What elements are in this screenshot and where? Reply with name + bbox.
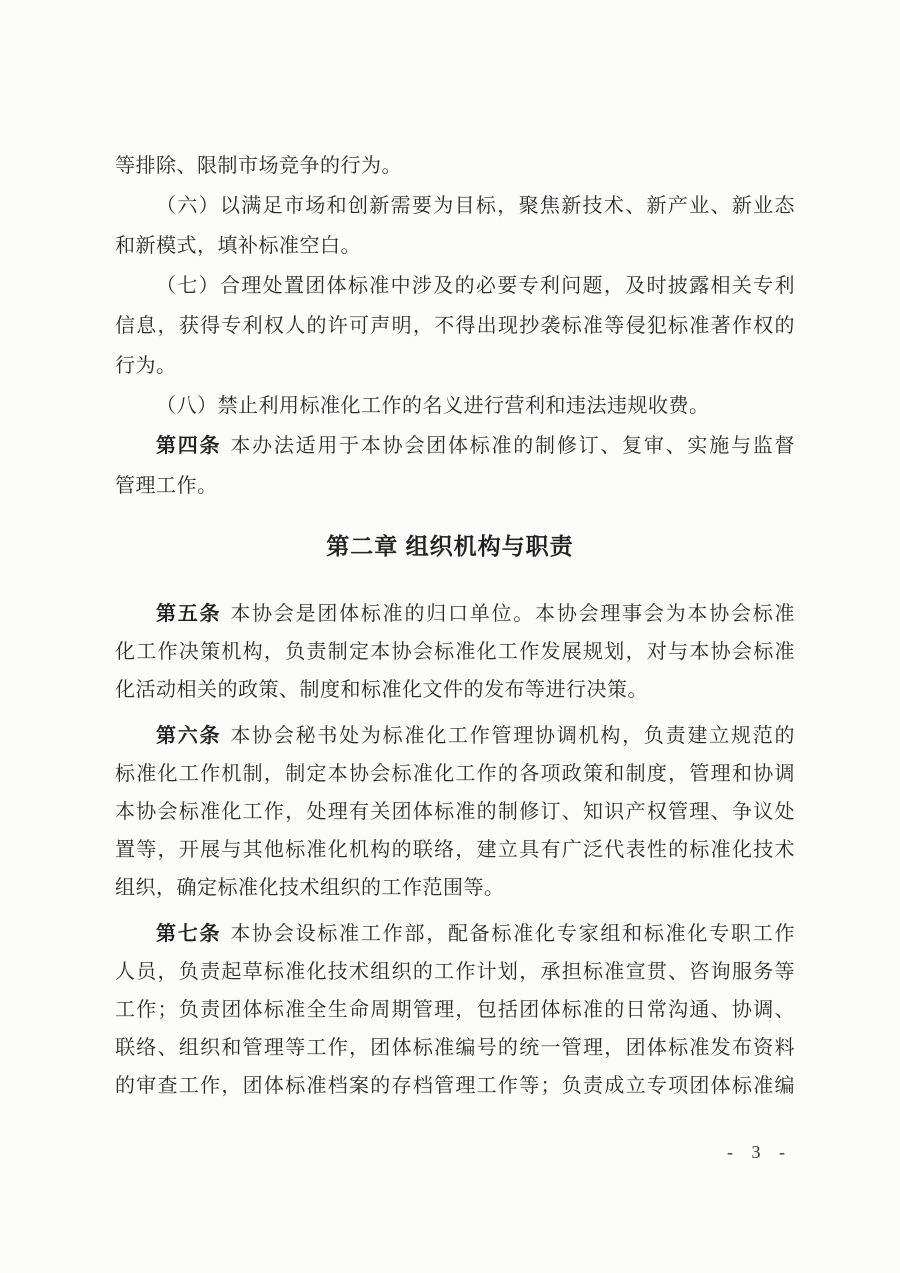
text-line: 置等，开展与其他标准化机构的联络，建立具有广泛代表性的标准化技术 <box>115 839 795 861</box>
text-line: 本协会标准化工作，处理有关团体标准的制修订、知识产权管理、争议处 <box>115 801 795 823</box>
paragraph <box>115 426 795 506</box>
article-number-label: 第六条 <box>156 725 222 747</box>
text-line: 行为。 <box>115 355 177 377</box>
text-line: 和新模式，填补标准空白。 <box>115 235 361 257</box>
paragraph <box>115 186 795 266</box>
text-line: 组织，确定标准化技术组织的工作范围等。 <box>115 877 505 899</box>
text-line: （六）以满足市场和创新需要为目标，聚焦新技术、新产业、新业态 <box>156 195 795 217</box>
paragraph <box>115 717 795 907</box>
text-line: 管理工作。 <box>115 475 218 497</box>
text-line: 第六条 本协会秘书处为标准化工作管理协调机构，负责建立规范的 <box>156 725 795 747</box>
text-line: 人员，负责起草标准化技术组织的工作计划，承担标准宣贯、咨询服务等 <box>115 961 795 983</box>
text-line: （八）禁止利用标准化工作的名义进行营利和违法违规收费。 <box>156 395 710 417</box>
text-line: 第五条 本协会是团体标准的归口单位。本协会理事会为本协会标准 <box>156 603 795 625</box>
article-number-label: 第七条 <box>156 923 222 945</box>
paragraph <box>115 386 795 426</box>
paragraph <box>115 915 795 1105</box>
article-number-label: 第四条 <box>156 435 222 457</box>
body-text-lower <box>115 595 795 1105</box>
text-line: 第四条 本办法适用于本协会团体标准的制修订、复审、实施与监督 <box>156 435 795 457</box>
text-line: 的审查工作，团体标准档案的存档管理工作等；负责成立专项团体标准编 <box>115 1075 795 1097</box>
paragraph <box>115 595 795 709</box>
text-line: 化工作决策机构，负责制定本协会标准化工作发展规划，对与本协会标准 <box>115 641 795 663</box>
paragraph <box>115 266 795 386</box>
page-number: - 3 - <box>727 1142 792 1162</box>
paragraph <box>115 146 795 186</box>
chapter-heading: 第二章 组织机构与职责 <box>326 533 574 559</box>
text-line: 信息，获得专利权人的许可声明，不得出现抄袭标准等侵犯标准著作权的 <box>115 315 795 337</box>
text-line: 标准化工作机制，制定本协会标准化工作的各项政策和制度，管理和协调 <box>115 763 795 785</box>
text-line: 化活动相关的政策、制度和标准化文件的发布等进行决策。 <box>115 679 648 701</box>
article-number-label: 第五条 <box>156 603 222 625</box>
text-line: 联络、组织和管理等工作，团体标准编号的统一管理，团体标准发布资料 <box>115 1037 795 1059</box>
text-line: 工作；负责团体标准全生命周期管理，包括团体标准的日常沟通、协调、 <box>115 999 795 1021</box>
text-line: 第七条 本协会设标准工作部，配备标准化专家组和标准化专职工作 <box>156 923 795 945</box>
text-line: 等排除、限制市场竞争的行为。 <box>115 155 402 177</box>
body-text-upper <box>115 146 795 506</box>
text-line: （七）合理处置团体标准中涉及的必要专利问题，及时披露相关专利 <box>156 275 795 297</box>
